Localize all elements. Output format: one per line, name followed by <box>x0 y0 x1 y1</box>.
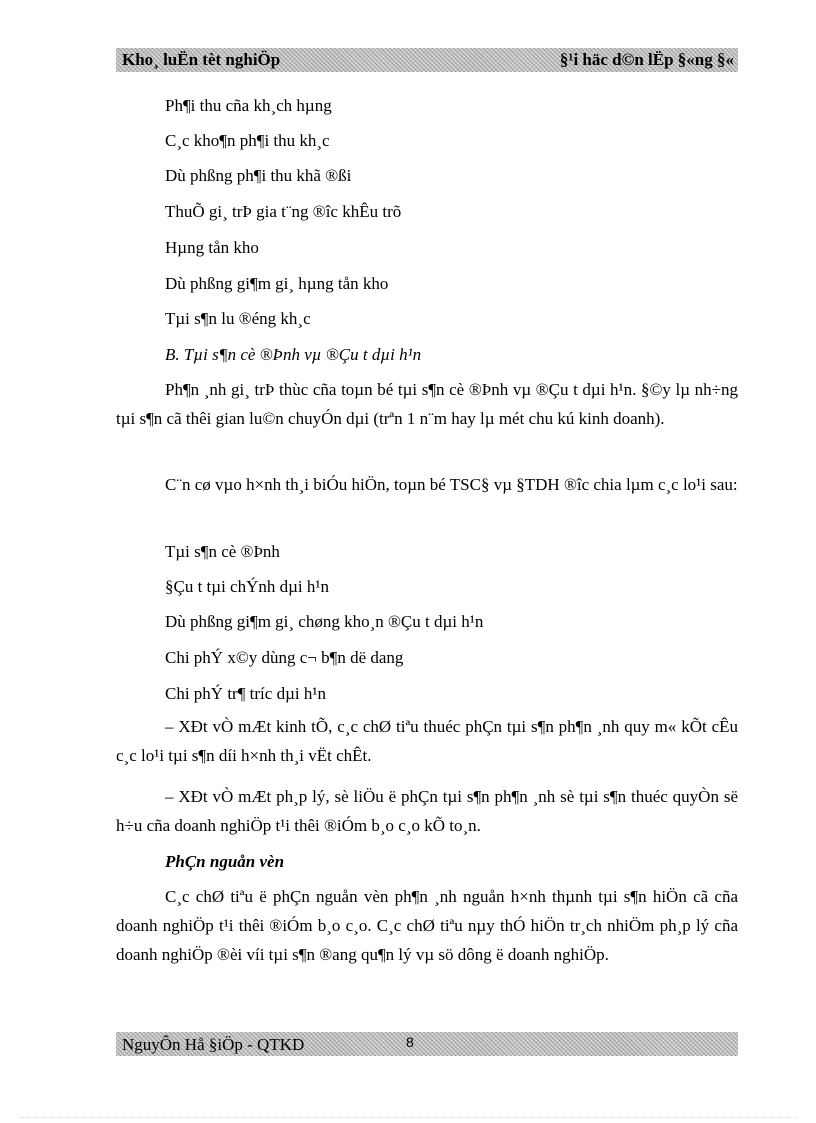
list-item: Hµng tån kho <box>165 238 259 257</box>
list-item: §Çu t tµi chÝnh dµi h¹n <box>165 577 329 596</box>
list-item: Ph¶i thu cña kh¸ch hµng <box>165 96 332 115</box>
list-item: Chi phÝ tr¶ tríc dµi h¹n <box>165 684 326 703</box>
footer-author: NguyÔn Hå §iÖp - QTKD <box>122 1035 305 1054</box>
header-university: §¹i häc d©n lËp §«ng §« <box>559 50 734 69</box>
list-item: C¸c kho¶n ph¶i thu kh¸c <box>165 131 330 150</box>
page-header <box>116 48 738 72</box>
list-item: Dù phßng gi¶m gi¸ hµng tån kho <box>165 274 389 293</box>
list-item: ThuÕ gi¸ trÞ gia t¨ng ®îc khÊu trõ <box>165 202 402 221</box>
paragraph: Ph¶n ¸nh gi¸ trÞ thùc cña toµn bé tµi s¶n cè ®Þnh vµ ®Çu t dµi h¹n. §©y lµ nh÷ng tµi s¶n cã thêi gian lu©n chuyÓn dµi (trªn 1 n¨m hay lµ mét chu kú kinh doanh). <box>116 380 738 428</box>
paragraph: C¸c chØ tiªu ë phÇn nguån vèn ph¶n ¸nh nguån h×nh thµnh tµi s¶n hiÖn cã cña doanh nghiÖp t¹i thêi ®iÓm b¸o c¸o. C¸c chØ tiªu nµy thÓ hiÖn tr¸ch nhiÖm ph¸p lý cña doanh nghiÖp ®èi víi tµi s¶n ®ang qu¶n lý vµ sö dông ë doanh nghiÖp. <box>116 887 738 964</box>
page-bottom-divider <box>20 1117 796 1118</box>
paragraph: – XÐt vÒ mÆt ph¸p lý, sè liÖu ë phÇn tµi s¶n ph¶n ¸nh sè tµi s¶n thuéc quyÒn së h÷u cña doanh nghiÖp t¹i thêi ®iÓm b¸o c¸o kÕ to¸n. <box>116 787 738 835</box>
paragraph: C¨n cø vµo h×nh th¸i biÓu hiÖn, toµn bé TSC§ vµ §TDH ®îc chia lµm c¸c lo¹i sau: <box>165 475 738 494</box>
section-heading-b: B. Tµi s¶n cè ®Þnh vµ ®Çu t dµi h¹n <box>165 345 422 364</box>
list-item: Dù phßng ph¶i thu khã ®ßi <box>165 166 352 185</box>
list-item: Tµi s¶n lu ®éng kh¸c <box>165 309 311 328</box>
list-item: Tµi s¶n cè ®Þnh <box>165 542 280 561</box>
list-item: Chi phÝ x©y dùng c¬ b¶n dë dang <box>165 648 404 667</box>
page-footer <box>116 1032 738 1056</box>
paragraph: – XÐt vÒ mÆt kinh tÕ, c¸c chØ tiªu thuéc phÇn tµi s¶n ph¶n ¸nh quy m« kÕt cÊu c¸c lo¹i tµi s¶n díi h×nh th¸i vËt chÊt. <box>116 717 738 765</box>
page-number: 8 <box>406 1034 414 1050</box>
header-thesis-title: Kho¸ luËn tèt nghiÖp <box>122 50 281 69</box>
list-item: Dù phßng gi¶m gi¸ chøng kho¸n ®Çu t dµi h¹n <box>165 612 484 631</box>
section-heading-nguon-von: PhÇn nguån vèn <box>165 852 285 871</box>
